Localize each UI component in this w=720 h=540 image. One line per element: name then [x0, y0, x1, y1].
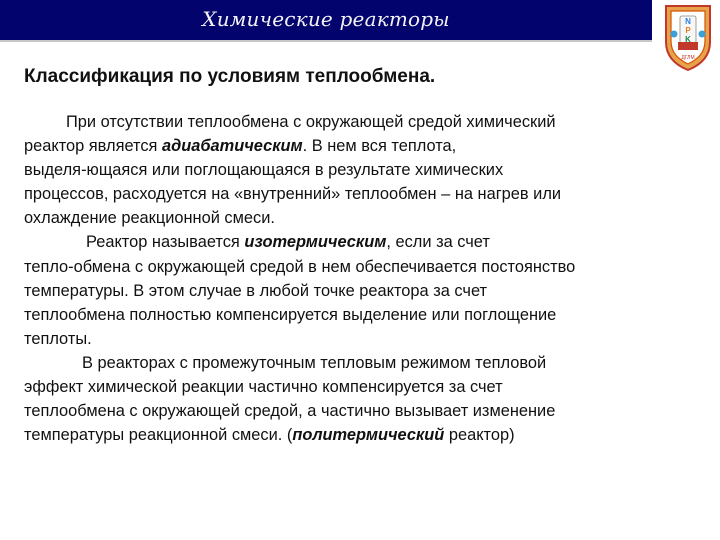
term-polythermal: политермический: [292, 426, 445, 445]
body-text: [24, 110, 708, 447]
text-line: выделя-ющаяся или поглощающаяся в результате химических: [24, 161, 504, 180]
logo-bottom-text: ДГЛМ: [681, 55, 695, 61]
text-line: теплообмена полностью компенсируется выделение или поглощение: [24, 305, 557, 324]
text-line: реактор является: [24, 137, 158, 156]
text-line: процессов, расходуется на «внутренний» теплообмен – на нагрев или: [24, 185, 562, 204]
text-line: теплообмена с окружающей средой, а частично вызывает изменение: [24, 402, 556, 421]
text-line: теплоты.: [24, 329, 92, 348]
section-heading: Классификация по условиям теплообмена.: [24, 66, 436, 87]
title-bar: [0, 0, 652, 42]
logo-letter-k: K: [685, 35, 691, 44]
text-line: эффект химической реакции частично компенсируется за счет: [24, 378, 503, 397]
text-line: Реактор называется: [86, 233, 240, 252]
text-line: реактор): [444, 426, 515, 445]
text-line: При отсутствии теплообмена с окружающей средой химический: [66, 113, 556, 131]
text-line: , если за счет: [386, 233, 490, 252]
term-adiabatic: адиабатическим: [161, 137, 303, 156]
text-line: температуры реакционной смеси. (: [24, 426, 293, 445]
text-line: тепло-обмена с окружающей средой в нем обеспечивается постоянство: [24, 257, 576, 276]
text-line: охлаждение реакционной смеси.: [24, 209, 275, 228]
logo-letter-n: N: [685, 17, 691, 26]
logo-letter-p: P: [685, 26, 691, 35]
text-line: В реакторах с промежуточным тепловым режимом тепловой: [82, 353, 547, 372]
term-isothermal: изотермическим: [244, 233, 387, 252]
paragraph-polythermal: [24, 351, 708, 447]
slide-title: Химические реакторы: [202, 7, 450, 31]
college-logo: [660, 2, 716, 72]
paragraph-adiabatic: [24, 110, 708, 230]
text-line: . В нем вся теплота,: [302, 137, 457, 156]
paragraph-isothermal: [24, 230, 708, 350]
text-line: температуры. В этом случае в любой точке реактора за счет: [24, 281, 488, 300]
